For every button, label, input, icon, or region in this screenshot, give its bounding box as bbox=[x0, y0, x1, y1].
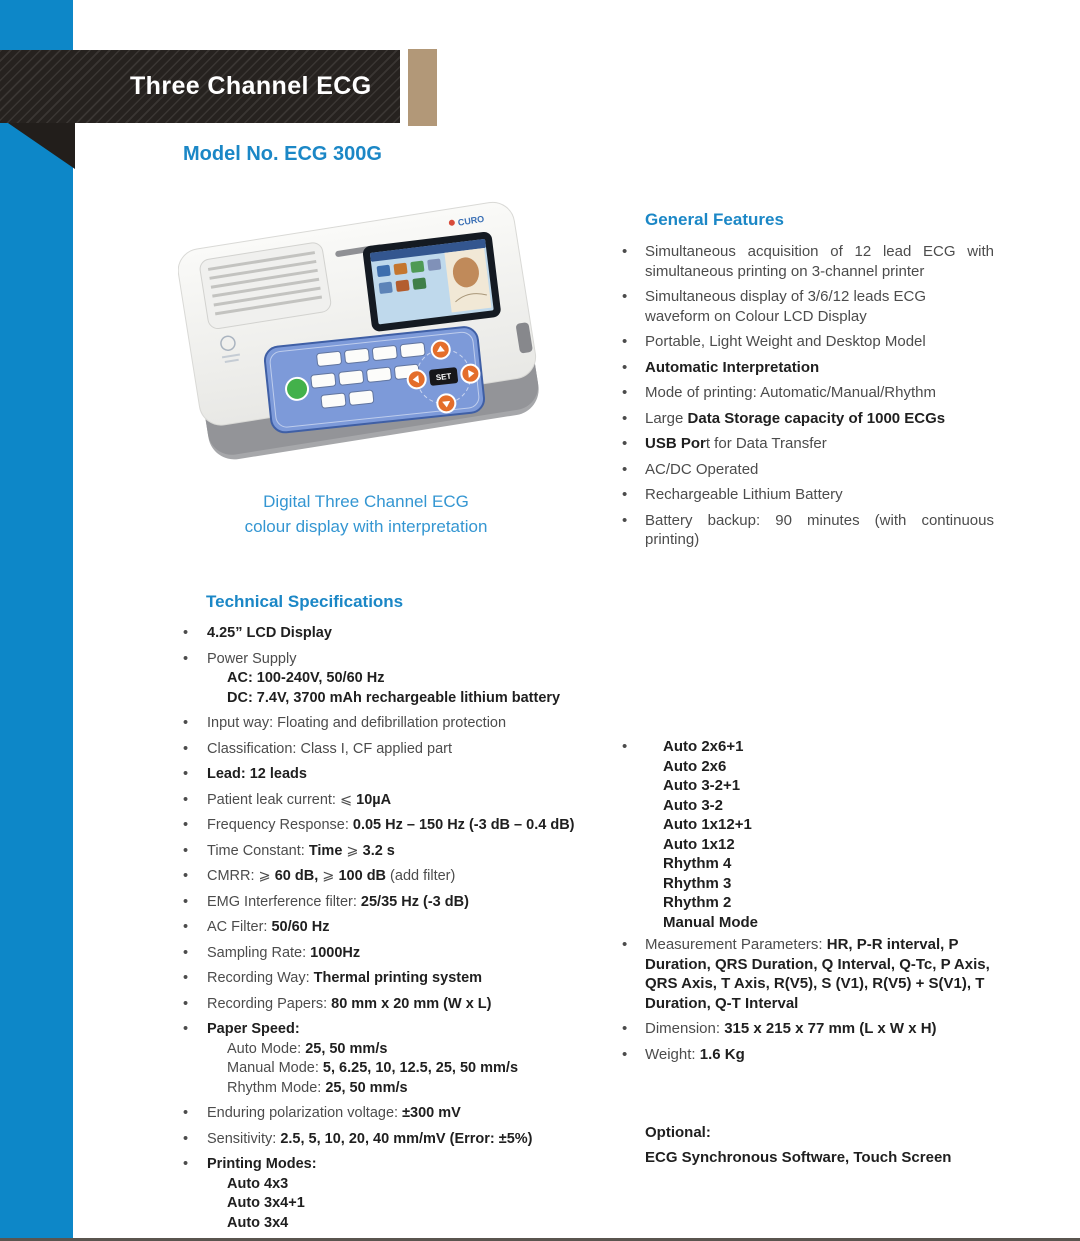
bullet-marker: • bbox=[183, 817, 189, 833]
printing-modes-continued-section bbox=[622, 737, 994, 938]
bullet-marker: • bbox=[183, 791, 189, 808]
list-item: • Automatic Interpretation bbox=[622, 358, 820, 376]
list-item: • Rechargeable Lithium Battery bbox=[622, 486, 843, 503]
caption-line1: Digital Three Channel ECG bbox=[263, 492, 469, 511]
list-item: • AC/DC Operated bbox=[622, 460, 759, 478]
general-features-list bbox=[622, 242, 994, 550]
optional-value: ECG Synchronous Software, Touch Screen bbox=[645, 1149, 952, 1166]
section-heading-technical-specifications: Technical Specifications bbox=[206, 592, 404, 611]
section-heading-general-features: General Features bbox=[645, 210, 784, 229]
list-item: • Time Constant: Time ⩾ 3.2 s bbox=[183, 842, 607, 862]
list-item: • CMRR: ⩾ 60 dB, ⩾ 100 dB (add filter) bbox=[183, 867, 607, 887]
bullet-marker: • bbox=[622, 243, 628, 260]
screen-torso-image bbox=[444, 248, 491, 312]
list-item: • Simultaneous display of 3/6/12 leads ECG waveform on Colour LCD Display bbox=[622, 288, 926, 325]
bullet-marker: • bbox=[183, 1105, 189, 1121]
list-item: • AC Filter: 50/60 Hz bbox=[183, 918, 607, 938]
list-item: • Dimension: 315 x 215 x 77 mm (L x W x H) bbox=[622, 1020, 937, 1037]
bullet-marker: • bbox=[183, 650, 189, 667]
bullet-marker: • bbox=[183, 625, 189, 641]
list-item: • Recording Papers: 80 mm x 20 mm (W x L) bbox=[183, 995, 607, 1015]
caption-line2: colour display with interpretation bbox=[244, 517, 488, 536]
device-logo: CURO bbox=[457, 213, 485, 228]
bullet-marker: • bbox=[183, 893, 189, 910]
list-item: • Printing Modes: Auto 4x3 Auto 3x4+1 Auto 3x4 bbox=[183, 1155, 607, 1233]
list-item: • Paper Speed: Auto Mode: 25, 50 mm/s Manual Mode: 5, 6.25, 10, 12.5, 25, 50 mm/s Rhythm Mode: 25, 50 mm/s bbox=[183, 1020, 607, 1098]
list-item: • Portable, Light Weight and Desktop Model bbox=[622, 333, 926, 350]
technical-specifications-section bbox=[183, 592, 607, 1239]
optional-label: Optional: bbox=[645, 1124, 711, 1141]
bullet-marker: • bbox=[183, 1021, 189, 1037]
list-item: • Frequency Response: 0.05 Hz – 150 Hz (-3 dB – 0.4 dB) bbox=[183, 816, 607, 836]
bullet-marker: • bbox=[622, 333, 628, 350]
bullet-marker: • bbox=[622, 738, 628, 755]
list-item: • Weight: 1.6 Kg bbox=[622, 1045, 745, 1063]
bullet-marker: • bbox=[183, 970, 189, 986]
power-button bbox=[285, 377, 309, 401]
list-item: • Input way: Floating and defibrillation protection bbox=[183, 714, 607, 734]
bullet-marker: • bbox=[622, 384, 628, 401]
list-item: • Recording Way: Thermal printing system bbox=[183, 969, 607, 989]
bullet-marker: • bbox=[622, 288, 628, 305]
bullet-marker: • bbox=[183, 919, 189, 935]
product-caption bbox=[166, 489, 566, 539]
list-item: • Patient leak current: ⩽ 10µA bbox=[183, 791, 607, 811]
list-item: • Enduring polarization voltage: ±300 mV bbox=[183, 1104, 607, 1124]
bullet-marker: • bbox=[622, 409, 628, 427]
set-button-label: SET bbox=[435, 371, 452, 383]
bullet-marker: • bbox=[622, 936, 628, 953]
bullet-marker: • bbox=[183, 740, 189, 757]
bullet-marker: • bbox=[622, 1045, 628, 1063]
list-item: • Measurement Parameters: HR, P-R interval, P Duration, QRS Duration, Q Interval, Q-Tc, P Axis, QRS Axis, T Axis, R(V5), S (V1), R(V5) + S(V1), T Duration, Q-T Interval bbox=[622, 936, 990, 1012]
general-features-section bbox=[622, 210, 994, 556]
list-item: • Lead: 12 leads bbox=[183, 765, 607, 785]
bullet-marker: • bbox=[183, 944, 189, 961]
list-item: • USB Port for Data Transfer bbox=[622, 435, 827, 452]
bullet-marker: • bbox=[622, 511, 628, 529]
list-item: • EMG Interference filter: 25/35 Hz (-3 dB) bbox=[183, 893, 607, 913]
list-item: • Battery backup: 90 minutes (with continuous printing) bbox=[622, 511, 994, 548]
model-number: Model No. ECG 300G bbox=[183, 143, 382, 165]
printing-modes-list bbox=[622, 737, 994, 932]
tan-accent-block bbox=[408, 49, 437, 126]
product-image bbox=[178, 198, 548, 476]
ecg-device-illustration bbox=[178, 198, 548, 476]
bullet-marker: • bbox=[183, 868, 189, 884]
bullet-marker: • bbox=[183, 842, 189, 859]
bullet-marker: • bbox=[622, 1020, 628, 1037]
list-item: • Mode of printing: Automatic/Manual/Rhythm bbox=[622, 384, 936, 401]
page-title: Three Channel ECG bbox=[130, 72, 372, 100]
list-item: • Sensitivity: 2.5, 5, 10, 20, 40 mm/mV (Error: ±5%) bbox=[183, 1130, 607, 1150]
list-item: • Sampling Rate: 1000Hz bbox=[183, 944, 607, 964]
optional-section bbox=[645, 1120, 951, 1170]
bullet-marker: • bbox=[622, 486, 628, 503]
list-item: • Simultaneous acquisition of 12 lead ECG with simultaneous printing on 3-channel printer bbox=[622, 243, 994, 280]
bullet-marker: • bbox=[183, 1130, 189, 1147]
measurement-specs-section bbox=[622, 935, 994, 1070]
bullet-marker: • bbox=[183, 1156, 189, 1172]
bullet-marker: • bbox=[622, 460, 628, 478]
left-accent-bar bbox=[0, 0, 73, 1241]
measurement-specs-list bbox=[622, 935, 994, 1064]
list-item: • Large Data Storage capacity of 1000 ECGs bbox=[622, 409, 946, 427]
lcd-screen bbox=[362, 231, 502, 332]
bullet-marker: • bbox=[183, 766, 189, 782]
list-item: • Power Supply AC: 100-240V, 50/60 Hz DC: 7.4V, 3700 mAh rechargeable lithium battery bbox=[183, 650, 607, 709]
list-item: • Auto 2x6+1 Auto 2x6 Auto 3-2+1 Auto 3-2 Auto 1x12+1 Auto 1x12 Rhythm 4 Rhythm 3 Rhythm 2 Manual Mode bbox=[622, 738, 759, 931]
header-banner bbox=[0, 50, 400, 123]
bullet-marker: • bbox=[183, 715, 189, 731]
list-item: • 4.25” LCD Display bbox=[183, 624, 607, 644]
bullet-marker: • bbox=[622, 435, 628, 452]
bullet-marker: • bbox=[622, 358, 628, 376]
technical-specifications-list bbox=[183, 624, 607, 1233]
list-item: • Classification: Class I, CF applied part bbox=[183, 740, 607, 760]
bullet-marker: • bbox=[183, 995, 189, 1012]
